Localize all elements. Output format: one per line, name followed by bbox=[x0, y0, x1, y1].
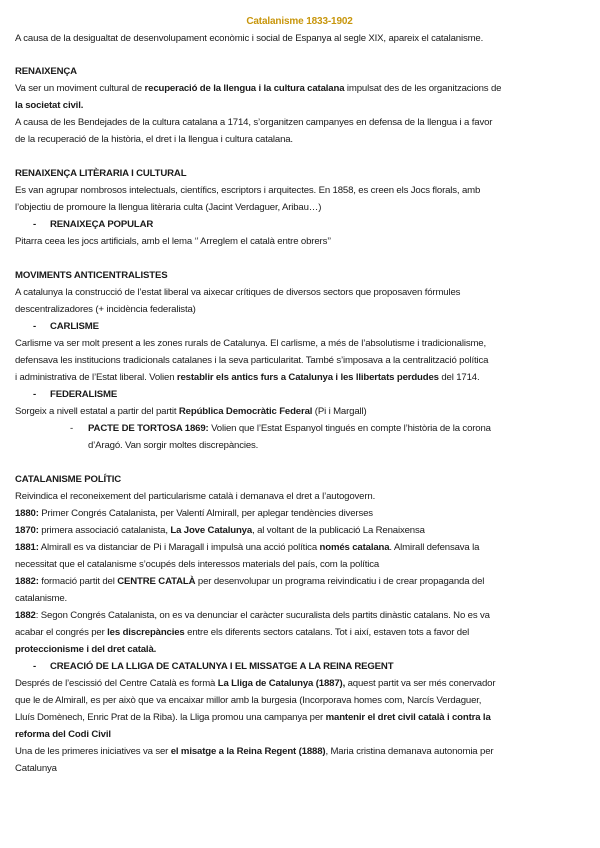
politic-1880: 1880: Primer Congrés Catalanista, per Valentí Almirall, per aplegar tendències diverses bbox=[15, 508, 373, 519]
politic-1882a-line-1: 1882: formació partit del CENTRE CATALÀ per desenvolupar un programa reivindicatiu i de crear propaganda del bbox=[15, 576, 485, 587]
section-heading-politic: CATALANISME POLÍTIC bbox=[15, 474, 122, 485]
lliga-line-1: Després de l’escissió del Centre Català es formà La Lliga de Catalunya (1887), aquest partit va ser més conervador bbox=[15, 678, 496, 689]
pacte-tortosa-line-2: d’Aragó. Van sorgir moltes discrepàncies. bbox=[88, 440, 259, 451]
lliga-line-5: Una de les primeres iniciatives va ser el misatge a la Reina Regent (1888), Maria cristina demanava autonomia per bbox=[15, 746, 494, 757]
subheading-carlisme: - CARLISME bbox=[33, 321, 99, 332]
lliga-line-3: Lluís Domènech, Enric Prat de la Riba). la Lliga promou una campanya per mantenir el dret civil català i contra la bbox=[15, 712, 491, 723]
anticentralistes-line-2: descentralizadores (+ incidència federalista) bbox=[15, 304, 196, 315]
renaixenca-line-3: A causa de les Bendejades de la cultura catalana a 1714, s’organitzen campanyes en defensa de la llengua i a favor bbox=[15, 117, 493, 128]
politic-1882b-line-2: acabar el congrés per les discrepàncies entre els diferents sectors catalans. Tot i així, estaven tots a favor del bbox=[15, 627, 470, 638]
pacte-tortosa-line-1: - PACTE DE TORTOSA 1869: Volien que l’Estat Espanyol tingués en compte l’història de la corona bbox=[70, 423, 491, 434]
renaixenca-line-4: de la recuperació de la història, el dret i la llengua i cultura catalana. bbox=[15, 134, 293, 145]
intro-paragraph: A causa de la desigualtat de desenvolupament econòmic i social de Espanya al segle XIX, apareix el catalanisme. bbox=[15, 33, 484, 44]
federalisme-line-1: Sorgeix a nivell estatal a partir del partit República Democràtic Federal (Pi i Margall) bbox=[15, 406, 367, 417]
politic-1881-line-1: 1881: Almirall es va distanciar de Pi i Maragall i impulsà una acció política només catalana. Almirall defensava la bbox=[15, 542, 480, 553]
politic-line-1: Reivindica el reconeixement del particularisme català i demanava el dret a l’autogovern. bbox=[15, 491, 376, 502]
section-heading-renaixenca: RENAIXENÇA bbox=[15, 66, 77, 77]
carlisme-line-3: i administrativa de l’Estat liberal. Volien restablir els antics furs a Catalunya i les llibertats perdudes del 1714. bbox=[15, 372, 480, 383]
section-heading-anticentralistes: MOVIMENTS ANTICENTRALISTES bbox=[15, 270, 168, 281]
carlisme-line-1: Carlisme va ser molt present a les zones rurals de Catalunya. El carlisme, a més de l’absolutisme i tradicionalisme, bbox=[15, 338, 487, 349]
politic-1881-line-2: necessitat que el catalanisme s’ocupés dels interessos materials del país, com la política bbox=[15, 559, 380, 570]
politic-1882b-line-1: 1882: Segon Congrés Catalanista, on es va denunciar el caràcter sucuralista dels partits dinàstic catalans. No es va bbox=[15, 610, 490, 621]
anticentralistes-line-1: A catalunya la construcció de l’estat liberal va aixecar crítiques de diversos sectors que proposaven fórmules bbox=[15, 287, 461, 298]
lliga-line-2: que le de Almirall, es per això que va encaixar millor amb la burgesia (Incorporava homes com, Narcís Verdaguer, bbox=[15, 695, 482, 706]
politic-1870: 1870: primera associació catalanista, La Jove Catalunya, al voltant de la publicació La Renaixensa bbox=[15, 525, 425, 536]
lliga-line-4: reforma del Codi Civil bbox=[15, 729, 111, 740]
renaixenca-line-2: la societat civil. bbox=[15, 100, 84, 111]
politic-1882b-line-3: proteccionisme i del dret català. bbox=[15, 644, 157, 655]
document-title: Catalanisme 1833-1902 bbox=[246, 16, 353, 27]
renaixenca-popular-text: Pitarra ceea les jocs artificials, amb el lema ‘’ Arreglem el català entre obrers’’ bbox=[15, 236, 332, 247]
renaixenca-line-1: Va ser un moviment cultural de recuperació de la llengua i la cultura catalana impulsat des de les organitzacions de bbox=[15, 83, 502, 94]
carlisme-line-2: defensava les institucions tradicionals catalanes i la seva particularitat. També s’imposava a la centralització política bbox=[15, 355, 489, 366]
subheading-lliga: - CREACIÓ DE LA LLIGA DE CATALUNYA I EL MISSATGE A LA REINA REGENT bbox=[33, 661, 394, 672]
literaria-line-1: Es van agrupar nombrosos intelectuals, científics, escriptors i arquitectes. En 1858, es creen els Jocs florals, amb bbox=[15, 185, 481, 196]
lliga-line-6: Catalunya bbox=[15, 763, 57, 774]
subheading-federalisme: - FEDERALISME bbox=[33, 389, 118, 400]
subheading-renaixenca-popular: - RENAIXEÇA POPULAR bbox=[33, 219, 154, 230]
literaria-line-2: l’objectiu de promoure la llengua litèraria culta (Jacint Verdaguer, Aribau…) bbox=[15, 202, 322, 213]
section-heading-literaria: RENAIXENÇA LITÈRARIA I CULTURAL bbox=[15, 168, 187, 179]
politic-1882a-line-2: catalanisme. bbox=[15, 593, 68, 604]
